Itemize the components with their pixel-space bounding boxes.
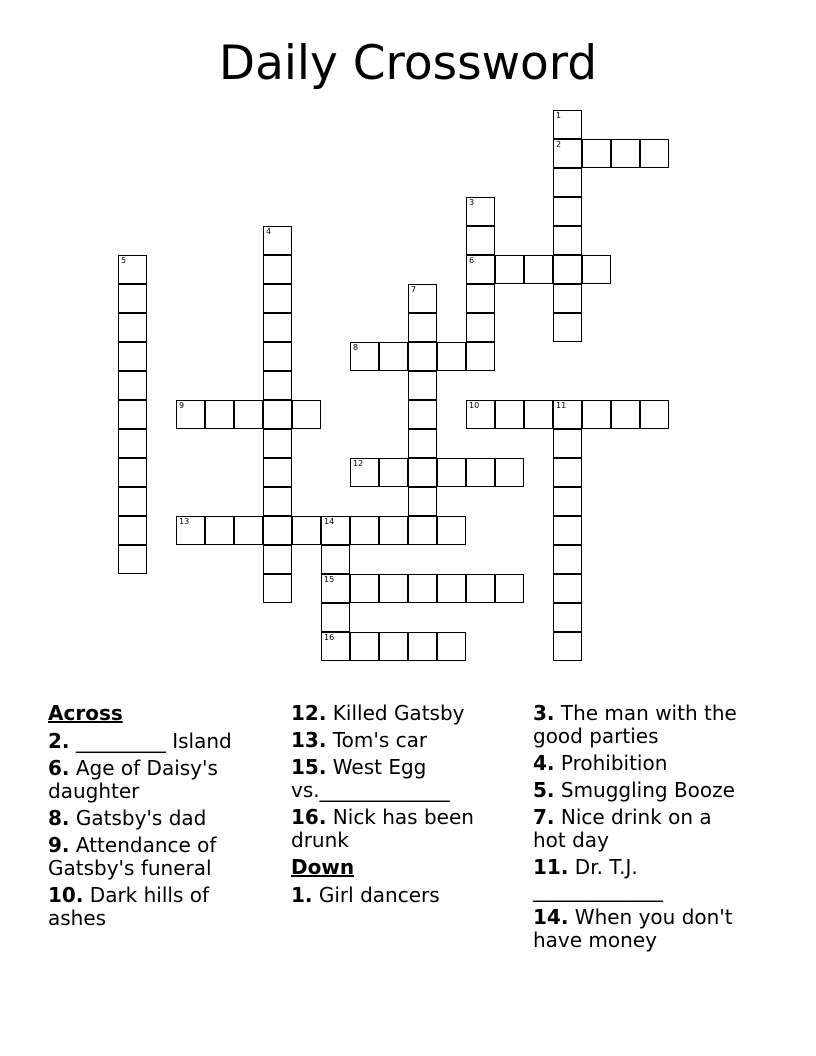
clue bbox=[291, 806, 506, 852]
clue bbox=[533, 806, 748, 852]
clue-number: 12. bbox=[291, 701, 327, 725]
clue-blank: _________ bbox=[75, 729, 166, 753]
clue-text: Nick has been drunk bbox=[291, 805, 474, 852]
grid-cell[interactable] bbox=[582, 400, 611, 429]
clue bbox=[533, 702, 748, 748]
page-title: Daily Crossword bbox=[218, 36, 598, 91]
grid-cell[interactable] bbox=[553, 197, 582, 226]
grid-cell[interactable] bbox=[553, 400, 582, 429]
grid-cell[interactable] bbox=[379, 458, 408, 487]
grid-cell[interactable] bbox=[611, 400, 640, 429]
grid-cell[interactable] bbox=[408, 429, 437, 458]
grid-cell[interactable] bbox=[408, 458, 437, 487]
grid-cell[interactable] bbox=[524, 255, 553, 284]
grid-cell[interactable] bbox=[263, 487, 292, 516]
grid-cell[interactable] bbox=[582, 255, 611, 284]
grid-cell[interactable] bbox=[466, 255, 495, 284]
grid-cell[interactable] bbox=[553, 632, 582, 661]
clue-text: Prohibition bbox=[554, 751, 668, 775]
grid-cell[interactable] bbox=[495, 574, 524, 603]
grid-cell[interactable] bbox=[321, 603, 350, 632]
clue-text: When you don't have money bbox=[533, 905, 733, 952]
cell-number: 4 bbox=[266, 227, 272, 236]
clue bbox=[48, 834, 268, 880]
grid-cell[interactable] bbox=[379, 632, 408, 661]
grid-cell[interactable] bbox=[118, 342, 147, 371]
clue-column-1 bbox=[48, 702, 268, 934]
grid-cell[interactable] bbox=[466, 226, 495, 255]
grid-cell[interactable] bbox=[408, 371, 437, 400]
clue-number: 5. bbox=[533, 778, 555, 802]
cell-number: 5 bbox=[121, 256, 127, 265]
grid-cell[interactable] bbox=[437, 516, 466, 545]
grid-cell[interactable] bbox=[495, 400, 524, 429]
clue-number: 4. bbox=[533, 751, 555, 775]
grid-cell[interactable] bbox=[263, 371, 292, 400]
grid-cell[interactable] bbox=[118, 284, 147, 313]
grid-cell[interactable] bbox=[553, 516, 582, 545]
clue bbox=[291, 702, 506, 725]
clue-text-after: Island bbox=[165, 729, 232, 753]
cell-number: 3 bbox=[469, 198, 475, 207]
grid-cell[interactable] bbox=[524, 400, 553, 429]
grid-cell[interactable] bbox=[350, 632, 379, 661]
grid-cell[interactable] bbox=[553, 226, 582, 255]
down-clue-list-continued bbox=[533, 702, 748, 952]
grid-cell[interactable] bbox=[582, 139, 611, 168]
grid-cell[interactable] bbox=[205, 400, 234, 429]
clue-number: 15. bbox=[291, 755, 327, 779]
grid-cell[interactable] bbox=[437, 632, 466, 661]
clue-blank: _____________ bbox=[533, 878, 663, 902]
clue-text: Age of Daisy's daughter bbox=[48, 756, 218, 803]
clue bbox=[291, 756, 506, 802]
cell-number: 6 bbox=[469, 256, 475, 265]
grid-cell[interactable] bbox=[553, 603, 582, 632]
grid-cell[interactable] bbox=[553, 313, 582, 342]
grid-cell[interactable] bbox=[553, 110, 582, 139]
grid-cell[interactable] bbox=[234, 400, 263, 429]
grid-cell[interactable] bbox=[263, 226, 292, 255]
clue-number: 6. bbox=[48, 756, 70, 780]
grid-cell[interactable] bbox=[408, 284, 437, 313]
cell-number: 11 bbox=[556, 401, 567, 410]
grid-cell[interactable] bbox=[118, 313, 147, 342]
grid-cell[interactable] bbox=[553, 545, 582, 574]
grid-cell[interactable] bbox=[611, 139, 640, 168]
grid-cell[interactable] bbox=[292, 516, 321, 545]
grid-cell[interactable] bbox=[408, 342, 437, 371]
grid-cell[interactable] bbox=[437, 574, 466, 603]
clue-text: The man with the good parties bbox=[533, 701, 737, 748]
clue bbox=[291, 884, 506, 907]
grid-cell[interactable] bbox=[263, 516, 292, 545]
clue-text: Dark hills of ashes bbox=[48, 883, 210, 930]
grid-cell[interactable] bbox=[437, 342, 466, 371]
grid-cell[interactable] bbox=[408, 487, 437, 516]
grid-cell[interactable] bbox=[553, 284, 582, 313]
grid-cell[interactable] bbox=[263, 545, 292, 574]
grid-cell[interactable] bbox=[437, 458, 466, 487]
grid-cell[interactable] bbox=[263, 342, 292, 371]
grid-cell[interactable] bbox=[263, 313, 292, 342]
grid-cell[interactable] bbox=[350, 342, 379, 371]
across-heading: Across bbox=[48, 701, 123, 725]
grid-cell[interactable] bbox=[466, 342, 495, 371]
clue-column-3 bbox=[533, 702, 748, 956]
grid-cell[interactable] bbox=[118, 458, 147, 487]
cell-number: 8 bbox=[353, 343, 359, 352]
grid-cell[interactable] bbox=[321, 545, 350, 574]
down-heading: Down bbox=[291, 855, 355, 879]
grid-cell[interactable] bbox=[350, 458, 379, 487]
grid-cell[interactable] bbox=[408, 632, 437, 661]
grid-cell[interactable] bbox=[553, 168, 582, 197]
grid-cell[interactable] bbox=[408, 574, 437, 603]
grid-cell[interactable] bbox=[553, 139, 582, 168]
clue-text: Killed Gatsby bbox=[326, 701, 465, 725]
clue-text: Girl dancers bbox=[312, 883, 440, 907]
grid-cell[interactable] bbox=[495, 255, 524, 284]
cell-number: 10 bbox=[469, 401, 480, 410]
clue-number: 16. bbox=[291, 805, 327, 829]
grid-cell[interactable] bbox=[466, 458, 495, 487]
grid-cell[interactable] bbox=[466, 574, 495, 603]
grid-cell[interactable] bbox=[118, 371, 147, 400]
grid-cell[interactable] bbox=[640, 139, 669, 168]
grid-cell[interactable] bbox=[118, 545, 147, 574]
grid-cell[interactable] bbox=[640, 400, 669, 429]
grid-cell[interactable] bbox=[350, 516, 379, 545]
grid-cell[interactable] bbox=[408, 516, 437, 545]
grid-cell[interactable] bbox=[118, 516, 147, 545]
grid-cell[interactable] bbox=[408, 313, 437, 342]
grid-cell[interactable] bbox=[263, 400, 292, 429]
clue bbox=[48, 730, 268, 753]
grid-cell[interactable] bbox=[553, 429, 582, 458]
clue-blank: _____________ bbox=[319, 778, 450, 802]
grid-cell[interactable] bbox=[321, 574, 350, 603]
cell-number: 14 bbox=[324, 517, 335, 526]
clue-number: 10. bbox=[48, 883, 84, 907]
grid-cell[interactable] bbox=[263, 284, 292, 313]
grid-cell[interactable] bbox=[321, 632, 350, 661]
grid-cell[interactable] bbox=[118, 400, 147, 429]
grid-cell[interactable] bbox=[408, 400, 437, 429]
grid-cell[interactable] bbox=[321, 516, 350, 545]
grid-cell[interactable] bbox=[466, 197, 495, 226]
clue bbox=[291, 729, 506, 752]
clue bbox=[533, 856, 748, 902]
grid-cell[interactable] bbox=[118, 255, 147, 284]
clue-number: 14. bbox=[533, 905, 569, 929]
cell-number: 2 bbox=[556, 140, 562, 149]
grid-cell[interactable] bbox=[205, 516, 234, 545]
grid-cell[interactable] bbox=[176, 400, 205, 429]
grid-cell[interactable] bbox=[350, 574, 379, 603]
clue-number: 2. bbox=[48, 729, 70, 753]
grid-cell[interactable] bbox=[234, 516, 263, 545]
grid-cell[interactable] bbox=[263, 458, 292, 487]
clue-number: 7. bbox=[533, 805, 555, 829]
grid-cell[interactable] bbox=[118, 429, 147, 458]
grid-cell[interactable] bbox=[553, 487, 582, 516]
grid-cell[interactable] bbox=[466, 400, 495, 429]
grid-cell[interactable] bbox=[292, 400, 321, 429]
cell-number: 16 bbox=[324, 633, 335, 642]
across-clue-list-continued bbox=[291, 702, 506, 852]
grid-cell[interactable] bbox=[553, 574, 582, 603]
grid-cell[interactable] bbox=[263, 255, 292, 284]
cell-number: 7 bbox=[411, 285, 417, 294]
clue-number: 9. bbox=[48, 833, 70, 857]
clue bbox=[533, 779, 748, 802]
grid-cell[interactable] bbox=[263, 574, 292, 603]
cell-number: 13 bbox=[179, 517, 190, 526]
clue-number: 8. bbox=[48, 806, 70, 830]
grid-cell[interactable] bbox=[379, 574, 408, 603]
across-clue-list bbox=[48, 730, 268, 930]
down-clue-list bbox=[291, 884, 506, 907]
clue-text: Smuggling Booze bbox=[554, 778, 735, 802]
grid-cell[interactable] bbox=[553, 255, 582, 284]
clue bbox=[48, 757, 268, 803]
grid-cell[interactable] bbox=[379, 342, 408, 371]
clue-text: Tom's car bbox=[326, 728, 428, 752]
grid-cell[interactable] bbox=[466, 284, 495, 313]
clue-text: West Egg vs. bbox=[291, 755, 427, 802]
cell-number: 9 bbox=[179, 401, 185, 410]
grid-cell[interactable] bbox=[379, 516, 408, 545]
clue-number: 1. bbox=[291, 883, 313, 907]
clue bbox=[48, 807, 268, 830]
grid-cell[interactable] bbox=[118, 487, 147, 516]
grid-cell[interactable] bbox=[263, 429, 292, 458]
clue bbox=[48, 884, 268, 930]
clue-number: 3. bbox=[533, 701, 555, 725]
clue-number: 11. bbox=[533, 855, 569, 879]
clue-column-2 bbox=[291, 702, 506, 911]
clue bbox=[533, 906, 748, 952]
clue bbox=[533, 752, 748, 775]
cell-number: 12 bbox=[353, 459, 364, 468]
grid-cell[interactable] bbox=[176, 516, 205, 545]
grid-cell[interactable] bbox=[553, 458, 582, 487]
clue-text: Dr. T.J. bbox=[568, 855, 638, 879]
cell-number: 1 bbox=[556, 111, 562, 120]
clue-text: Attendance of Gatsby's funeral bbox=[48, 833, 217, 880]
grid-cell[interactable] bbox=[495, 458, 524, 487]
cell-number: 15 bbox=[324, 575, 335, 584]
grid-cell[interactable] bbox=[466, 313, 495, 342]
clue-text: Gatsby's dad bbox=[69, 806, 207, 830]
clue-text: Nice drink on a hot day bbox=[533, 805, 712, 852]
clue-number: 13. bbox=[291, 728, 327, 752]
